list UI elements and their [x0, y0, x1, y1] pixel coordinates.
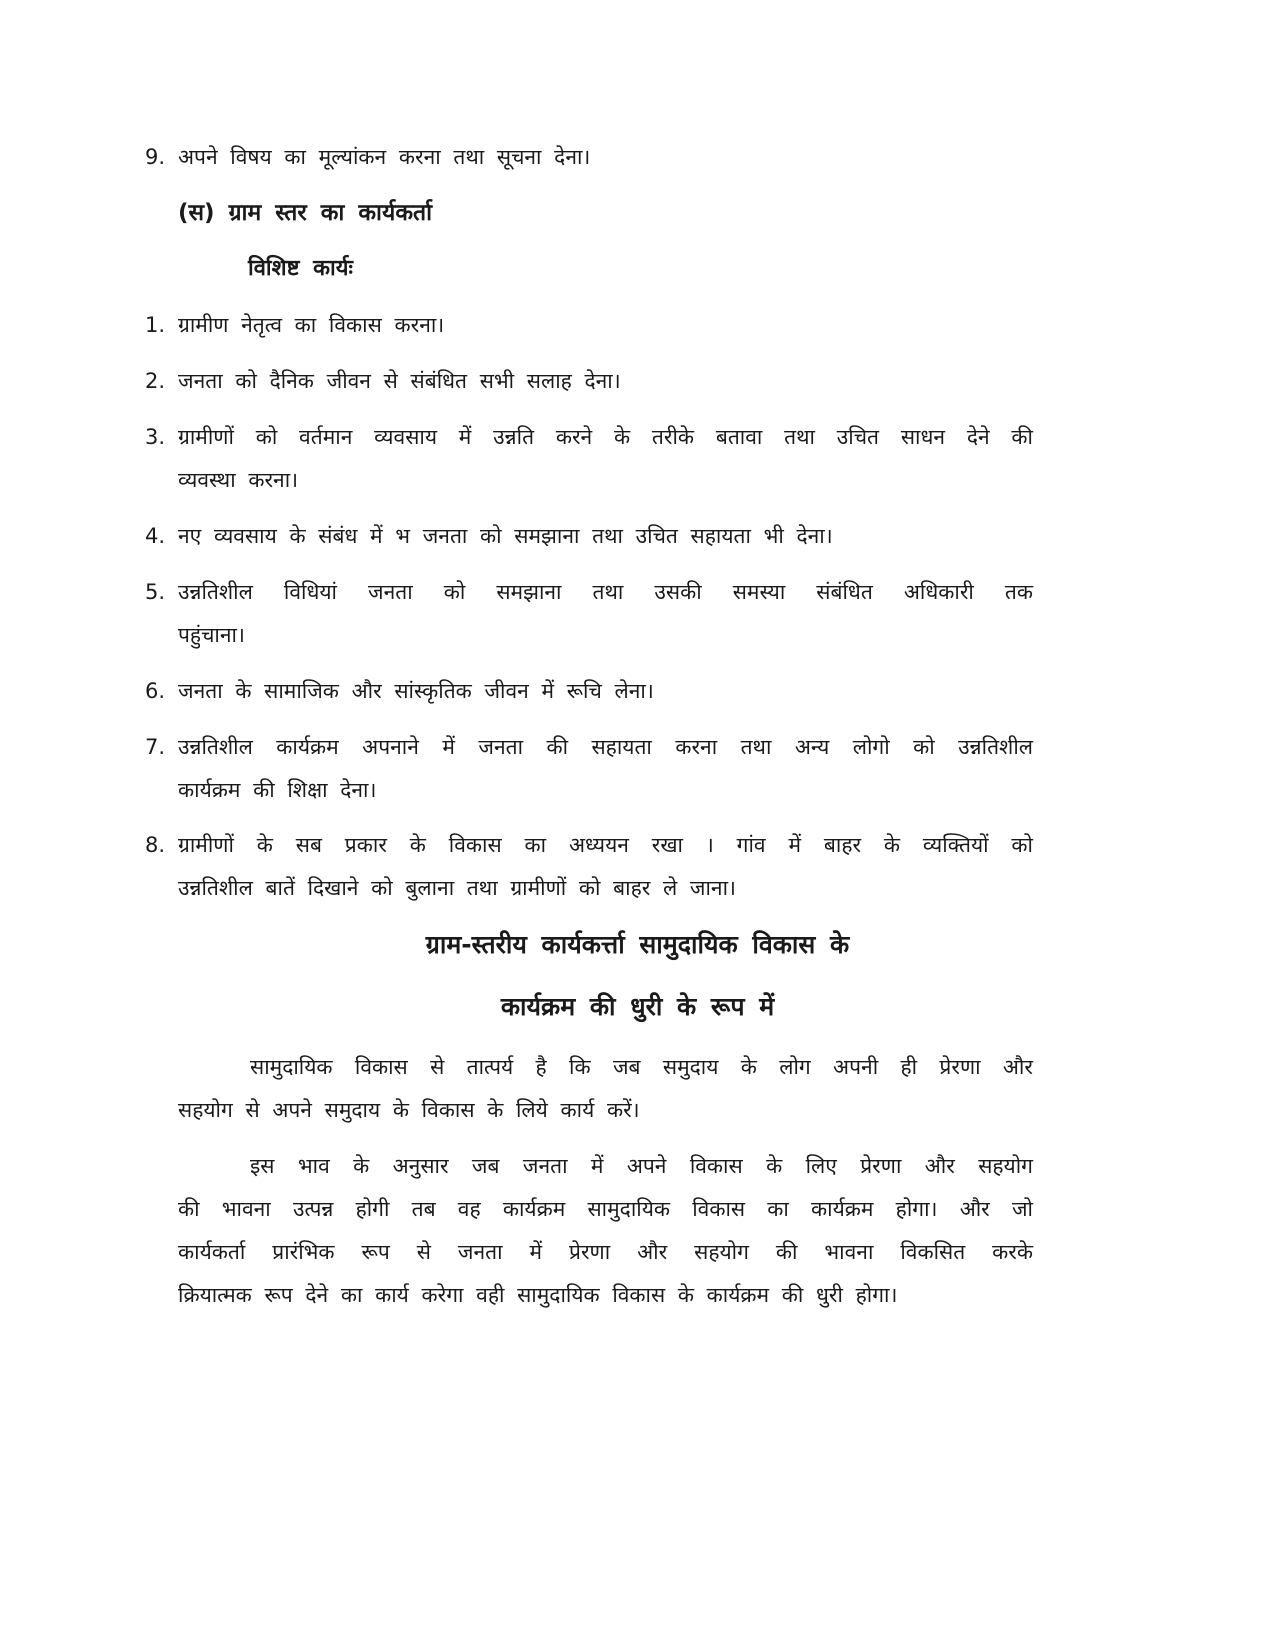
list-item-text: अपने विषय का मूल्यांकन करना तथा सूचना देना।: [178, 145, 591, 169]
paragraph-line: कार्यकर्ता प्रारंभिक रूप से जनता में प्रेरणा और सहयोग की भावना विकसित करके: [178, 1240, 1033, 1264]
main-heading-line: ग्राम-स्तरीय कार्यकर्त्ता सामुदायिक विकास के: [425, 930, 850, 959]
list-item-text: उन्नतिशील बातें दिखाने को बुलाना तथा ग्रामीणों को बाहर ले जाना।: [178, 876, 736, 900]
list-item-text: पहुंचाना।: [178, 623, 245, 647]
list-number: 5.: [145, 580, 166, 604]
list-item-text: ग्रामीणों को वर्तमान व्यवसाय में उन्नति करने के तरीके बतावा तथा उचित साधन देने की: [178, 425, 1033, 449]
list-item-text: ग्रामीणों के सब प्रकार के विकास का अध्ययन रखा । गांव में बाहर के व्यक्तियों को: [178, 833, 1033, 857]
paragraph-line: क्रियात्मक रूप देने का कार्य करेगा वही सामुदायिक विकास के कार्यक्रम की धुरी होगा।: [178, 1283, 898, 1307]
list-item-text: उन्नतिशील विधियां जनता को समझाना तथा उसकी समस्या संबंधित अधिकारी तक: [178, 580, 1033, 604]
list-number: 1.: [145, 313, 166, 337]
list-number: 6.: [145, 679, 166, 703]
list-item-text: ग्रामीण नेतृत्व का विकास करना।: [178, 313, 445, 337]
list-number: 7.: [145, 735, 166, 759]
list-number: 8.: [145, 833, 166, 857]
list-number: 3.: [145, 425, 166, 449]
paragraph-line: इस भाव के अनुसार जब जनता में अपने विकास के लिए प्रेरणा और सहयोग: [250, 1154, 1033, 1178]
list-item-text: नए व्यवसाय के संबंध में भ जनता को समझाना तथा उचित सहायता भी देना।: [178, 524, 833, 548]
paragraph-line: सामुदायिक विकास से तात्पर्य है कि जब समुदाय के लोग अपनी ही प्रेरणा और: [250, 1055, 1033, 1079]
paragraph-line: सहयोग से अपने समुदाय के विकास के लिये कार्य करें।: [178, 1098, 640, 1122]
list-item-text: उन्नतिशील कार्यक्रम अपनाने में जनता की सहायता करना तथा अन्य लोगो को उन्नतिशील: [178, 735, 1033, 759]
list-item-text: जनता को दैनिक जीवन से संबंधित सभी सलाह देना।: [178, 369, 621, 393]
main-heading-line: कार्यक्रम की धुरी के रूप में: [500, 992, 775, 1021]
list-number: 2.: [145, 369, 166, 393]
paragraph-line: की भावना उत्पन्न होगी तब वह कार्यक्रम सामुदायिक विकास का कार्यक्रम होगा। और जो: [178, 1197, 1033, 1221]
list-item-text: जनता के सामाजिक और सांस्कृतिक जीवन में रूचि लेना।: [178, 679, 654, 703]
list-number: 9.: [145, 145, 166, 169]
section-heading: (स) ग्राम स्तर का कार्यकर्ता: [178, 200, 433, 226]
list-item-text: व्यवस्था करना।: [178, 468, 299, 492]
subheading: विशिष्ट कार्यः: [248, 256, 353, 281]
list-item-text: कार्यक्रम की शिक्षा देना।: [178, 778, 377, 802]
list-number: 4.: [145, 524, 166, 548]
